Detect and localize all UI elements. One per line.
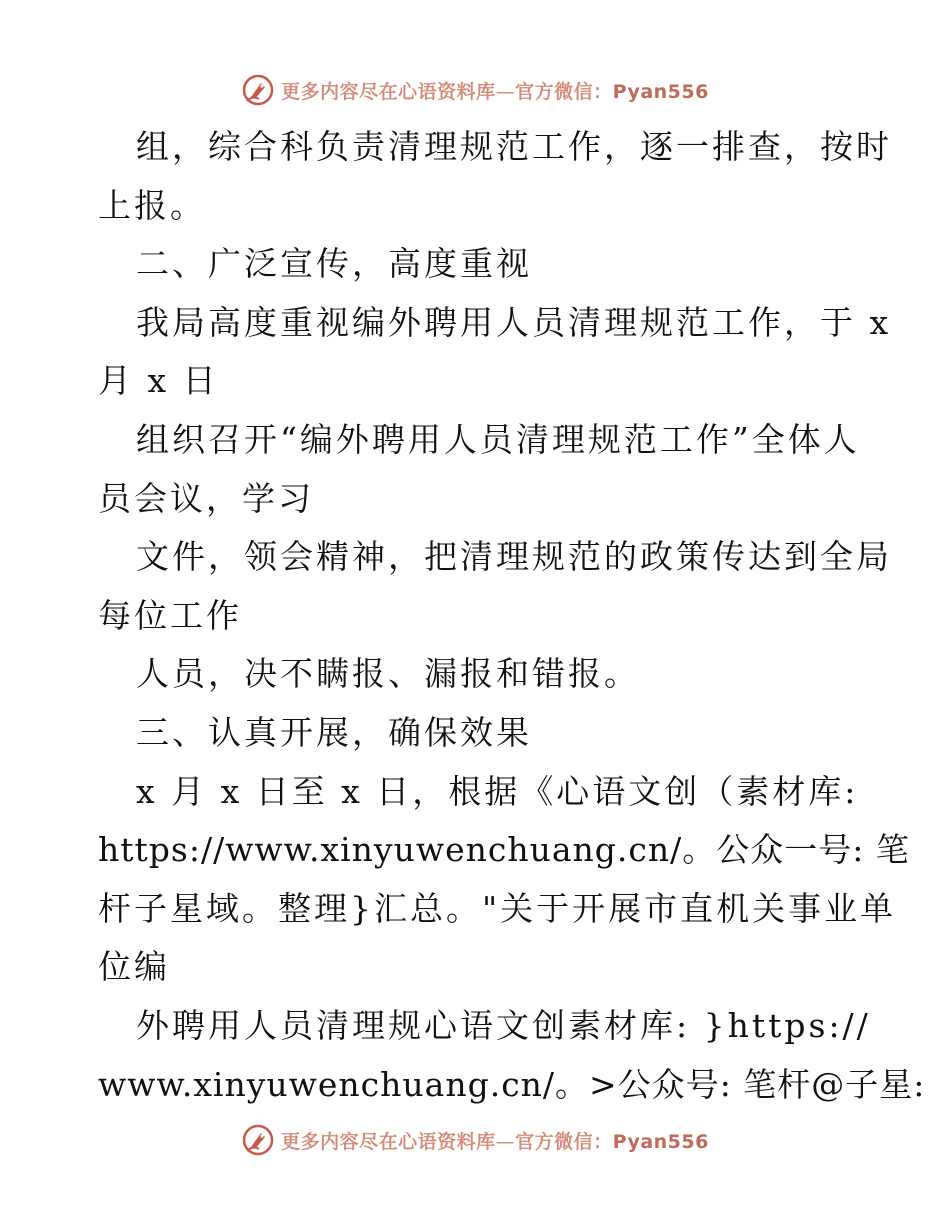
body-line: 外聘用人员清理规心语文创素材库: }https:// bbox=[136, 1005, 871, 1045]
pen-nib-logo-icon bbox=[241, 1123, 275, 1157]
body-line: 我局高度重视编外聘用人员清理规范工作，于 x bbox=[136, 302, 892, 342]
body-line: 员会议，学习 bbox=[98, 478, 314, 518]
body-line: 组，综合科负责清理规范工作，逐一排查，按时 bbox=[136, 127, 892, 166]
section-heading: 二、广泛宣传，高度重视 bbox=[136, 244, 532, 284]
banner-slogan: 更多内容尽在心语资料库 bbox=[281, 1130, 496, 1153]
header-banner bbox=[0, 70, 950, 110]
document-body bbox=[98, 118, 926, 1114]
footer-banner bbox=[0, 1120, 950, 1160]
body-line: 每位工作 bbox=[98, 595, 242, 635]
pen-nib-logo-icon bbox=[241, 73, 275, 107]
banner-separator: — bbox=[495, 1130, 516, 1153]
banner-text bbox=[281, 77, 709, 104]
body-line: x 月 x 日至 x 日，根据《心语文创（素材库: bbox=[136, 771, 859, 811]
body-line: 杆子星域。整理}汇总。"关于开展市直机关事业单 bbox=[98, 888, 897, 928]
section-heading: 三、认真开展，确保效果 bbox=[136, 712, 532, 752]
body-line: 上报。 bbox=[98, 185, 206, 225]
banner-wechat-id: Pyan556 bbox=[612, 1130, 709, 1153]
banner-slogan: 更多内容尽在心语资料库 bbox=[281, 80, 496, 103]
body-line: 组织召开“编外聘用人员清理规范工作”全体人 bbox=[136, 419, 860, 459]
banner-wechat-label: 官方微信： bbox=[515, 1130, 613, 1153]
body-line: 月 x 日 bbox=[98, 361, 219, 401]
banner-text bbox=[281, 1127, 709, 1154]
body-line: https://www.xinyuwenchuang.cn/。公众一号: 笔 bbox=[98, 830, 910, 870]
body-line: 人员，决不瞒报、漏报和错报。 bbox=[136, 654, 640, 694]
body-line: www.xinyuwenchuang.cn/。>公众号: 笔杆@子星: bbox=[98, 1064, 926, 1104]
body-line: 位编 bbox=[98, 947, 170, 987]
banner-separator: — bbox=[495, 80, 516, 103]
banner-wechat-label: 官方微信： bbox=[515, 80, 613, 103]
body-line: 文件，领会精神，把清理规范的政策传达到全局 bbox=[136, 537, 892, 577]
banner-wechat-id: Pyan556 bbox=[612, 80, 709, 103]
